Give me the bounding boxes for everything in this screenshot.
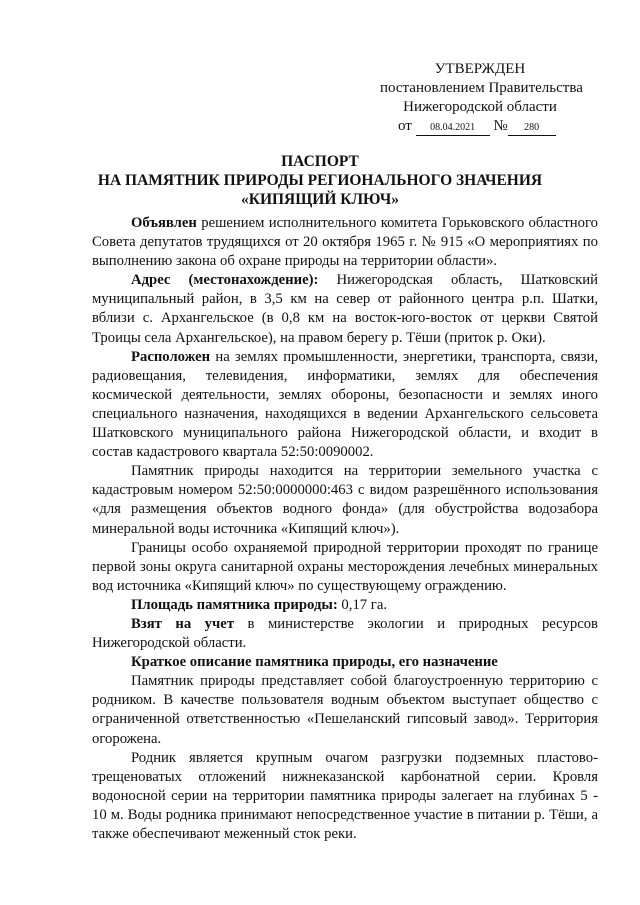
approval-status: УТВЕРЖДЕН [434,61,526,77]
paragraph-location [92,348,598,463]
announced-text: решением исполнительного комитета Горьковского областного Совета депутатов трудящихся от 20 октября 1965 г. № 915 «О мероприятиях по выполнению закона об охране природы на территории области». [92,215,598,270]
registered-label: Взят на учет [131,615,235,632]
title-line-1: ПАСПОРТ [281,153,359,170]
approval-number: 280 [508,121,556,136]
approval-line-1: постановлением Правительства [380,80,583,96]
paragraph-announced [92,214,598,271]
paragraph-boundaries: Границы особо охраняемой природной территории проходят по границе первой зоны округа санитарной охраны месторождения лечебных минеральных вод источника «Кипящий ключ» по существующему ограждению. [92,539,598,594]
area-label: Площадь памятника природы: [131,596,338,613]
paragraph-area [92,596,598,615]
title-line-3: «КИПЯЩИЙ КЛЮЧ» [240,191,400,208]
location-text: на землях промышленности, энергетики, транспорта, связи, радиовещания, телевидения, информатики, землях для обеспечения космической деятельности, землях обороны, безопасности и землях иного специального назначения, находящихся в ведении Архангельского сельсовета Шатковского муниципального района Нижегородской области, и входит в состав кадастрового квартала 52:50:0090002. [92,348,598,461]
paragraph-description: Памятник природы представляет собой благоустроенную территорию с родником. В качестве пользователя водным объектом выступает общество с ограниченной ответственностью «Пешеланский гипсовый завод». Территория огорожена. [92,673,598,747]
paragraph-address [92,271,598,347]
document-title [92,152,548,209]
from-label: от [398,118,412,134]
announced-label: Объявлен [131,215,197,231]
location-label: Расположен [131,348,211,365]
approval-line-2: Нижегородской области [403,99,557,115]
title-line-2: НА ПАМЯТНИК ПРИРОДЫ РЕГИОНАЛЬНОГО ЗНАЧЕНИЯ [97,172,543,189]
approval-date: 08.04.2021 [416,121,490,136]
approval-stamp [380,60,583,136]
area-value: 0,17 га. [337,596,388,613]
paragraph-registered [92,615,598,653]
section-heading-description [92,653,598,672]
registered-text: в министерстве экологии и природных ресурсов Нижегородской области. [92,615,598,652]
approval-date-line [380,117,580,136]
description-heading-text: Краткое описание памятника природы, его назначение [131,654,498,671]
address-text: Нижегородская область, Шатковский муниципальный район, в 3,5 км на север от районного центра р.п. Шатки, вблизи с. Архангельское (в 0,8 км на восток-юго-восток от церкви Святой Троицы села Архангельское), на правом берегу р. Тёши (приток р. Оки). [92,272,598,346]
number-label: № [493,118,508,134]
document-body [92,214,598,844]
address-label: Адрес (местонахождение): [131,272,319,289]
paragraph-spring: Родник является крупным очагом разгрузки подземных пластово-трещеноватых отложений нижнеказанской карбонатной серии. Кровля водоносной серии на территории памятника природы залегает на глубинах 5 - 10 м. Воды родника принимают непосредственное участие в питании р. Тёши, а также обеспечивают меженный сток реки. [92,749,598,842]
paragraph-land-plot: Памятник природы находится на территории земельного участка с кадастровым номером 52:50:0000000:463 с видом разрешённого использования «для размещения объектов водного фонда» (для обустройства водозабора минеральной воды источника «Кипящий ключ»). [92,463,598,537]
